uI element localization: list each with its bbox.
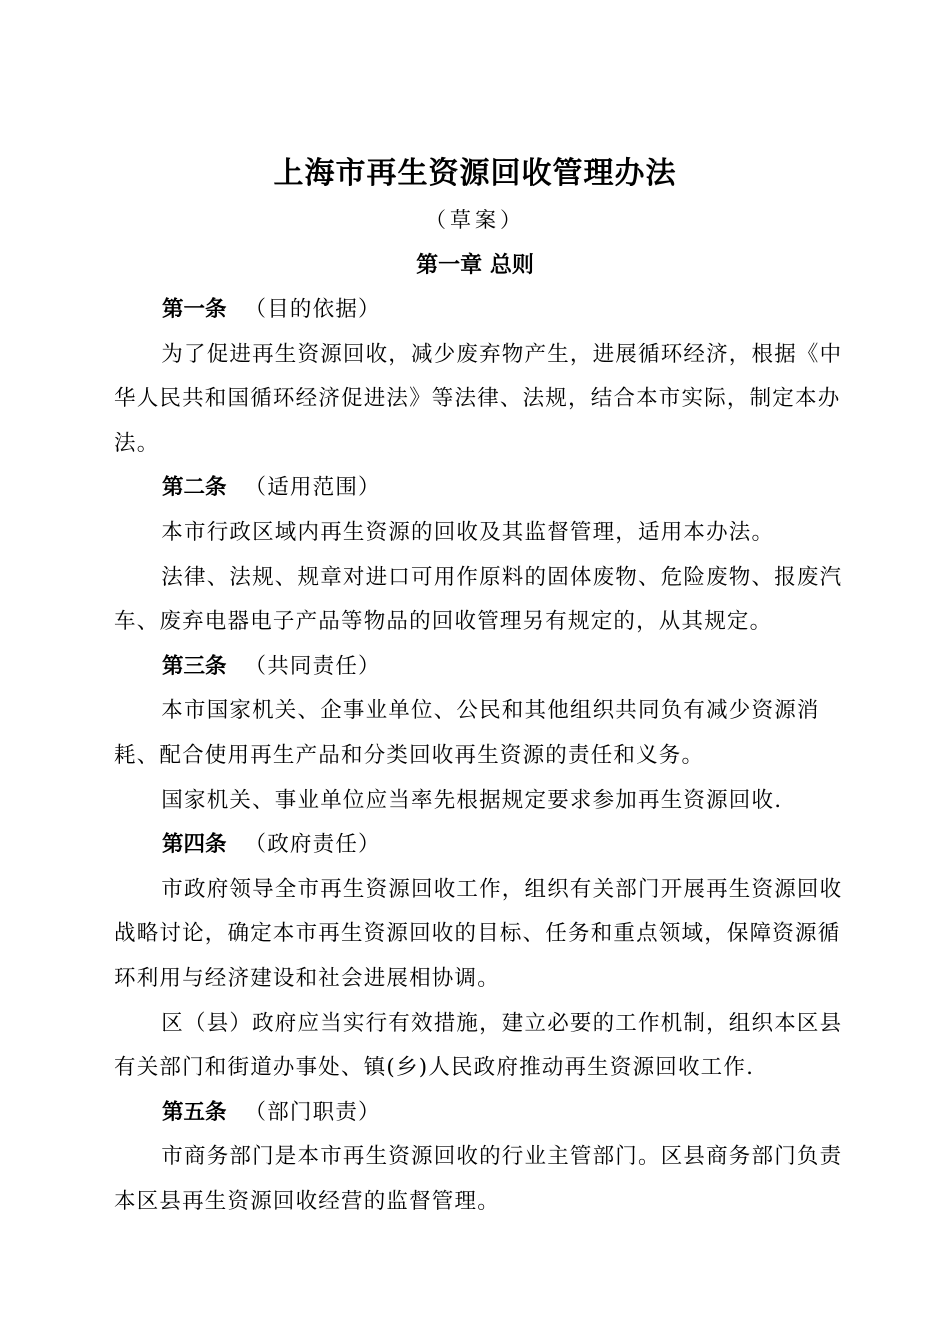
article-5: [114, 1091, 844, 1225]
article-number: 第三条: [162, 653, 227, 679]
document-subtitle: （草案）: [425, 208, 525, 232]
chapter-heading: 第一章 总则: [416, 252, 534, 278]
article-3: [114, 645, 844, 823]
article-topic: （适用范围）: [244, 475, 381, 501]
article-paragraph: 国家机关、事业单位应当率先根据规定要求参加再生资源回收.: [161, 787, 783, 813]
article-heading: [114, 645, 844, 690]
article-topic: （目的依据）: [244, 297, 381, 322]
article-topic: （部门职责）: [244, 1099, 381, 1125]
article-paragraph: 为了促进再生资源回收，减少废弃物产生，进展循环经济，根据《中华人民共和国循环经济促进法》等法律、法规，结合本市实际，制定本办法。: [114, 341, 843, 456]
article-paragraph: 市政府领导全市再生资源回收工作，组织有关部门开展再生资源回收战略讨论，确定本市再生资源回收的目标、任务和重点领域，保障资源循环利用与经济建设和社会进展相协调。: [114, 876, 843, 991]
document-body: [114, 288, 844, 1224]
article-heading: [114, 288, 844, 333]
article-heading: [114, 466, 844, 511]
article-topic: （共同责任）: [244, 653, 381, 679]
article-number: 第五条: [162, 1099, 227, 1125]
article-paragraph: 本市国家机关、企事业单位、公民和其他组织共同负有减少资源消耗、配合使用再生产品和分类回收再生资源的责任和义务。: [114, 698, 820, 768]
article-heading: [114, 823, 844, 868]
article-2: [114, 466, 844, 644]
article-number: 第二条: [162, 475, 227, 501]
article-paragraph: 法律、法规、规章对进口可用作原料的固体废物、危险废物、报废汽车、废弃电器电子产品等物品的回收管理另有规定的，从其规定。: [114, 564, 843, 635]
article-number: 第四条: [162, 832, 227, 858]
article-paragraph: 本市行政区域内再生资源的回收及其监督管理，适用本办法。: [161, 519, 775, 545]
document-title: 上海市再生资源回收管理办法: [273, 156, 677, 191]
article-paragraph: 市商务部门是本市再生资源回收的行业主管部门。区县商务部门负责本区县再生资源回收经营的监督管理。: [114, 1144, 843, 1214]
article-number: 第一条: [162, 297, 227, 322]
article-1: [114, 288, 844, 466]
article-topic: （政府责任）: [244, 832, 381, 858]
article-4: [114, 823, 844, 1091]
article-paragraph: 区（县）政府应当实行有效措施，建立必要的工作机制，组织本区县有关部门和街道办事处、镇(乡)人民政府推动再生资源回收工作.: [114, 1010, 843, 1081]
article-heading: [114, 1091, 844, 1136]
